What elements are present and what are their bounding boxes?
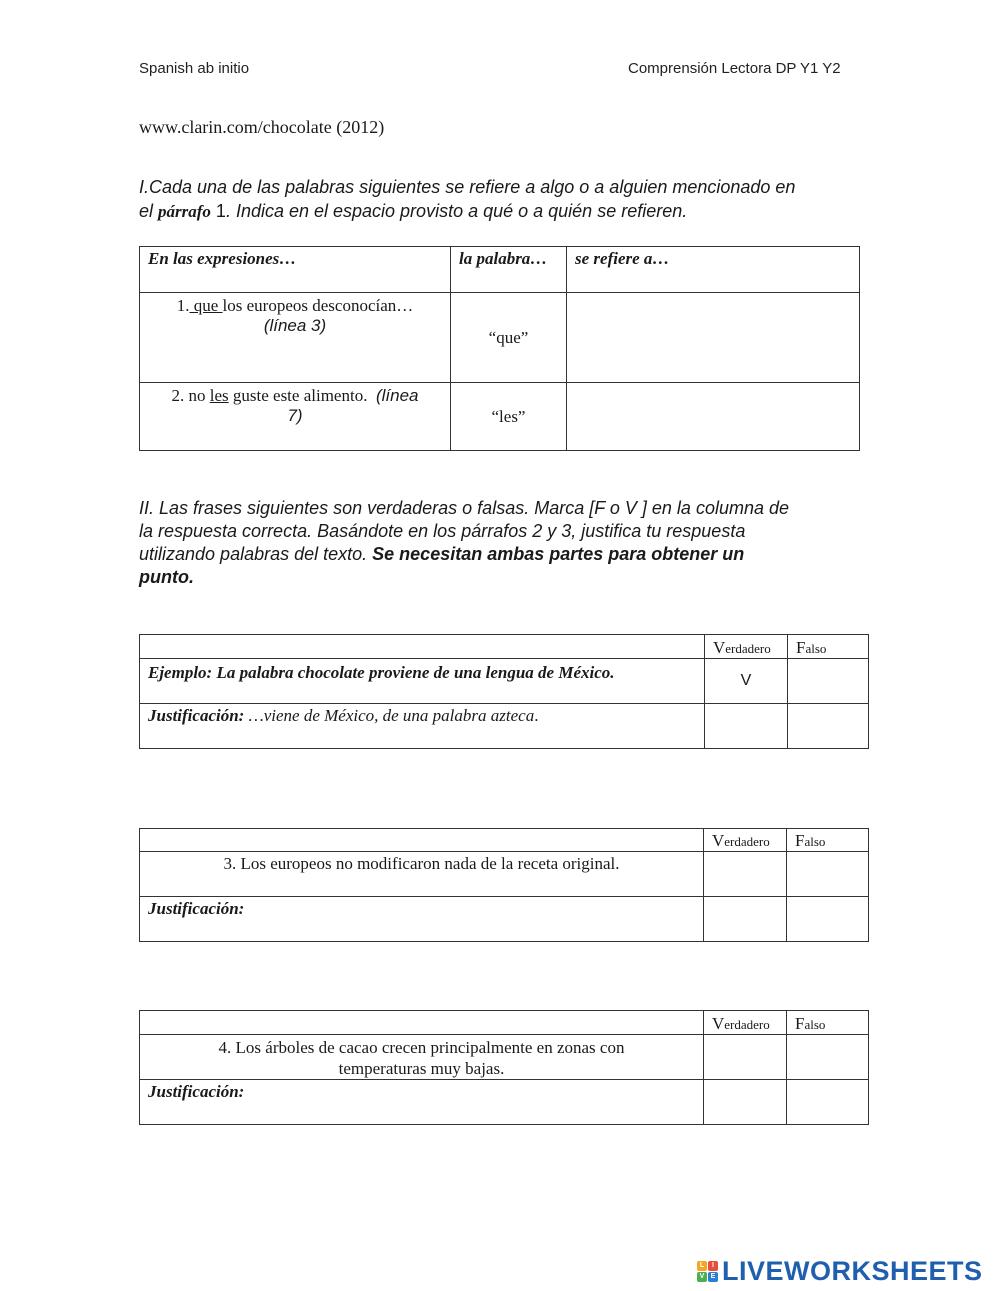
expression-text: los europeos desconocían… [222, 296, 414, 315]
expression-cell [140, 383, 451, 451]
part2-instruction-bold: Se necesitan ambas partes para obtener un [372, 544, 745, 564]
col-expressions: En las expresiones… [140, 247, 451, 293]
f-cap: F [795, 831, 805, 850]
justification-label: Justificación: [148, 706, 249, 725]
header-left: Spanish ab initio [139, 60, 250, 77]
q4-just-f-cell [787, 1080, 869, 1125]
question4-table [139, 1010, 869, 1125]
falso-header [787, 829, 869, 852]
expression-text: guste este alimento. [228, 386, 368, 405]
q4-verdadero-field[interactable] [704, 1035, 787, 1080]
vf-header-row [140, 1011, 869, 1035]
example-just-f-cell [788, 704, 869, 749]
verdadero-header [705, 635, 788, 659]
table-row [140, 383, 860, 451]
q4-statement [140, 1035, 704, 1080]
falso-header [788, 635, 869, 659]
answer-field-les[interactable] [567, 383, 860, 451]
line-reference: (línea 3) [263, 316, 327, 335]
v-rest: erdadero [724, 834, 770, 849]
part2-instruction-line1: II. Las frases siguientes son verdaderas o falsas. Marca [F o V ] en la columna de [139, 498, 790, 518]
underlined-word: les [209, 386, 229, 405]
line-reference: (línea [375, 386, 419, 405]
q3-just-f-cell [787, 897, 869, 942]
falso-header [787, 1011, 869, 1035]
v-rest: erdadero [724, 1016, 770, 1032]
empty-header-cell [140, 635, 705, 659]
part2-instruction-line4 [139, 566, 879, 589]
example-just-v-cell [705, 704, 788, 749]
part2-instruction-line2: la respuesta correcta. Basándote en los párrafos 2 y 3, justifica tu respuesta [139, 521, 746, 541]
question3-table [139, 828, 869, 942]
expression-cell [140, 293, 451, 383]
part1-instruction [139, 176, 879, 223]
part1-instruction-rest: . Indica en el espacio provisto a qué o a quién se refieren. [225, 201, 688, 221]
example-justification [140, 704, 705, 749]
line-reference-number: 7) [287, 406, 303, 425]
part1-instruction-line1: I.Cada una de las palabras siguientes se refiere a algo o a alguien mencionado en [139, 177, 796, 197]
col-refers: se refiere a… [567, 247, 860, 293]
underlined-word: que [189, 296, 223, 315]
justification-text: …viene de México, de una palabra azteca [248, 706, 535, 725]
vf-header-row [140, 635, 869, 659]
table-row [140, 659, 869, 704]
word-cell: “que” [451, 293, 567, 383]
row-number: 2. no [171, 386, 210, 405]
table-row [140, 897, 869, 942]
f-cap: F [796, 637, 806, 657]
q4-falso-field[interactable] [787, 1035, 869, 1080]
q3-verdadero-field[interactable] [704, 852, 787, 897]
col-word: la palabra… [451, 247, 567, 293]
justification-end: . [534, 706, 539, 725]
logo-text: LIVEWORKSHEETS [722, 1255, 983, 1286]
header-right: Comprensión Lectora DP Y1 Y2 [628, 60, 841, 77]
vf-header-row [140, 829, 869, 852]
example-statement: Ejemplo: La palabra chocolate proviene de una lengua de México. [140, 659, 705, 704]
table-row [140, 1080, 869, 1125]
liveworksheets-logo [697, 1254, 983, 1288]
q3-just-v-cell [704, 897, 787, 942]
example-falso-cell [788, 659, 869, 704]
v-cap: V [713, 637, 726, 657]
part2-instruction [139, 497, 879, 589]
v-rest: erdadero [725, 640, 771, 656]
parrafo-number: 1 [210, 201, 226, 221]
verdadero-header [704, 829, 787, 852]
f-rest: also [804, 1016, 826, 1032]
verdadero-header [704, 1011, 787, 1035]
expressions-header-row [140, 247, 860, 293]
q3-falso-field[interactable] [787, 852, 869, 897]
table-row [140, 704, 869, 749]
q4-just-v-cell [704, 1080, 787, 1125]
example-mark: V [705, 659, 788, 704]
part2-instruction-punto: punto. [139, 567, 194, 587]
parrafo-word: párrafo [158, 202, 211, 221]
v-cap: V [712, 831, 725, 850]
q4-statement-line2: temperaturas muy bajas. [338, 1059, 505, 1078]
row-number: 1. [176, 296, 190, 315]
expressions-table [139, 246, 860, 451]
answer-field-que[interactable] [567, 293, 860, 383]
empty-header-cell [140, 829, 704, 852]
part2-instruction-line3 [139, 543, 879, 566]
f-cap: F [795, 1013, 805, 1033]
part1-instruction-el: el [139, 201, 159, 221]
part1-instruction-line2 [139, 200, 879, 223]
source-citation: www.clarin.com/chocolate (2012) [139, 117, 385, 137]
q4-justification-field[interactable]: Justificación: [140, 1080, 704, 1125]
table-row [140, 852, 869, 897]
empty-header-cell [140, 1011, 704, 1035]
f-rest: also [804, 834, 826, 849]
part2-instruction-line3a: utilizando palabras del texto. [139, 544, 373, 564]
word-cell: “les” [451, 383, 567, 451]
q3-statement: 3. Los europeos no modificaron nada de la receta original. [140, 852, 704, 897]
table-row [140, 293, 860, 383]
logo-mark-icon: L I V E [697, 1261, 718, 1282]
f-rest: also [805, 640, 827, 656]
v-cap: V [712, 1013, 725, 1033]
q3-justification-field[interactable]: Justificación: [140, 897, 704, 942]
table-row [140, 1035, 869, 1080]
example-table [139, 634, 869, 749]
q4-statement-line1: 4. Los árboles de cacao crecen principalmente en zonas con [218, 1038, 625, 1057]
